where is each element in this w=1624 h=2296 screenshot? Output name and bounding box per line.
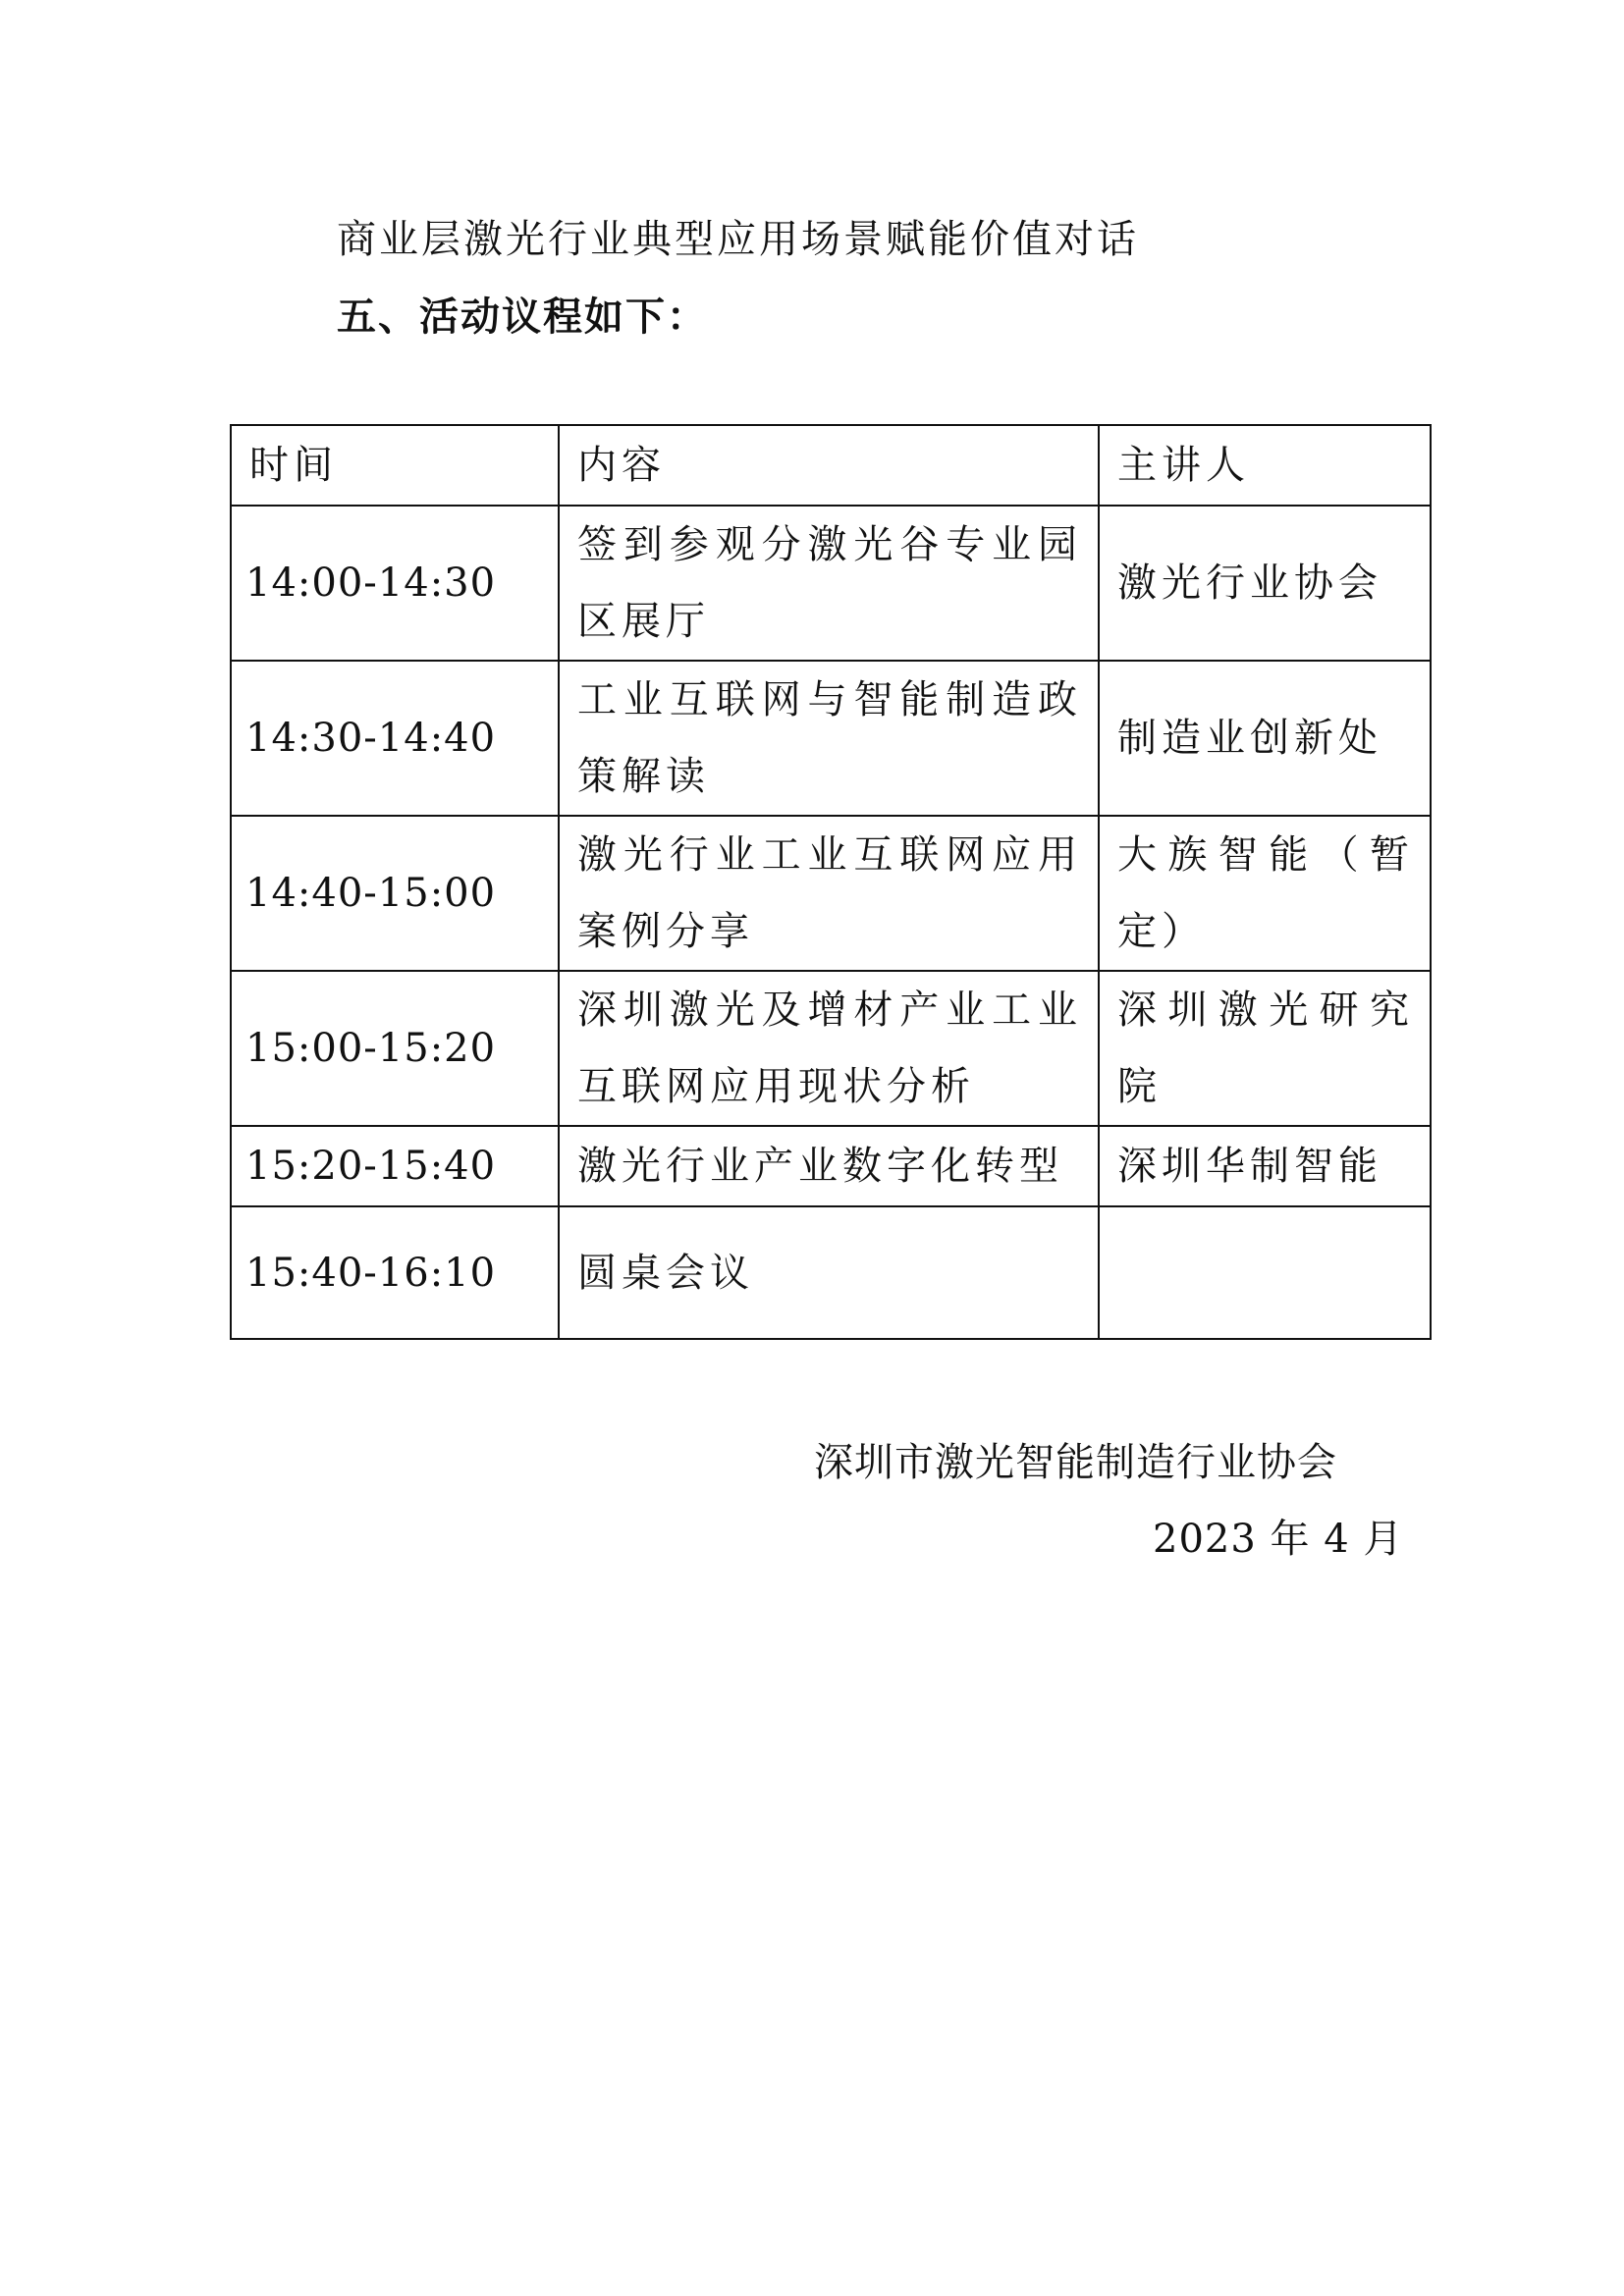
agenda-content: 激光行业产业数字化转型 xyxy=(559,1126,1099,1206)
agenda-content: 圆桌会议 xyxy=(559,1206,1099,1339)
agenda-time: 15:20-15:40 xyxy=(231,1126,559,1206)
agenda-speaker xyxy=(1099,1206,1431,1339)
time-column-header: 时间 xyxy=(231,425,559,506)
signature-date: 2023 年 4 月 xyxy=(1153,1517,1404,1562)
agenda-speaker: 制造业创新处 xyxy=(1099,661,1431,816)
agenda-speaker: 大族智能（暂定） xyxy=(1099,816,1431,971)
agenda-content: 激光行业工业互联网应用案例分享 xyxy=(559,816,1099,971)
agenda-speaker: 深圳激光研究院 xyxy=(1099,971,1431,1126)
agenda-time: 14:40-15:00 xyxy=(231,816,559,971)
agenda-content: 工业互联网与智能制造政策解读 xyxy=(559,661,1099,816)
agenda-table xyxy=(230,424,1432,1340)
intro-line: 商业层激光行业典型应用场景赋能价值对话 xyxy=(337,217,1139,262)
agenda-header-row xyxy=(231,425,1431,506)
agenda-time: 15:40-16:10 xyxy=(231,1206,559,1339)
signature-organization: 深圳市激光智能制造行业协会 xyxy=(814,1440,1337,1485)
agenda-content: 签到参观分激光谷专业园区展厅 xyxy=(559,506,1099,661)
agenda-speaker: 激光行业协会 xyxy=(1099,506,1431,661)
content-column-header: 内容 xyxy=(559,425,1099,506)
table-row xyxy=(231,816,1431,971)
section-heading: 五、活动议程如下： xyxy=(337,294,708,340)
agenda-time: 14:30-14:40 xyxy=(231,661,559,816)
agenda-content: 深圳激光及增材产业工业互联网应用现状分析 xyxy=(559,971,1099,1126)
agenda-speaker: 深圳华制智能 xyxy=(1099,1126,1431,1206)
table-row xyxy=(231,1206,1431,1339)
agenda-time: 14:00-14:30 xyxy=(231,506,559,661)
table-row xyxy=(231,506,1431,661)
agenda-time: 15:00-15:20 xyxy=(231,971,559,1126)
table-row xyxy=(231,1126,1431,1206)
table-row xyxy=(231,971,1431,1126)
speaker-column-header: 主讲人 xyxy=(1099,425,1431,506)
table-row xyxy=(231,661,1431,816)
